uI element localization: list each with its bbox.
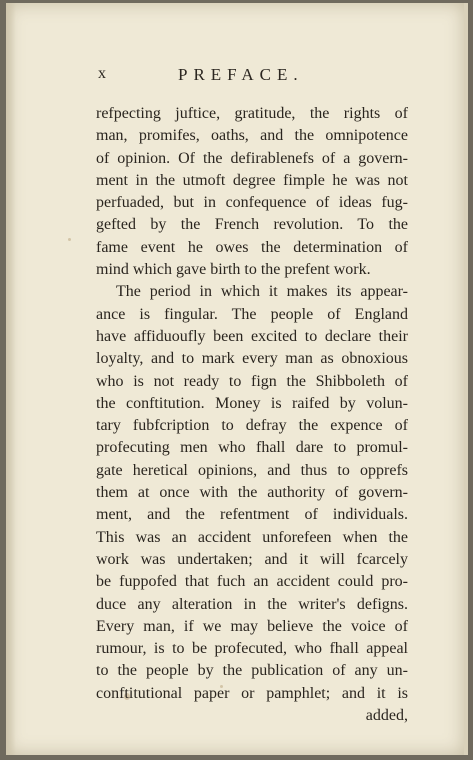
text-line: ment, and the refentment of individuals. — [96, 506, 408, 524]
body-text — [96, 103, 408, 727]
text-line: The period in which it makes its appear- — [116, 283, 408, 301]
running-head: PREFACE. — [178, 65, 304, 84]
text-line: ment in the utmoft degree fimple he was not — [96, 171, 408, 189]
text-line: man, promifes, oaths, and the omnipotence — [96, 127, 408, 145]
book-page — [6, 3, 468, 755]
foxing-spot — [68, 238, 71, 241]
text-line: tary fubfcription to defray the expence of — [96, 417, 408, 435]
text-line: of opinion. Of the defirablenefs of a govern- — [96, 149, 408, 167]
page-gutter-shadow — [6, 3, 16, 755]
text-line: fame event he owes the determination of — [96, 238, 408, 256]
page-number: x — [98, 65, 107, 82]
text-line: gefted by the French revolution. To the — [96, 216, 408, 234]
text-line: have affiduoufly been excited to declare their — [96, 327, 408, 345]
text-line: profecuting men who fhall dare to promul- — [96, 439, 408, 457]
text-line: Every man, if we may believe the voice of — [96, 617, 408, 635]
text-line: loyalty, and to mark every man as obnoxious — [96, 350, 408, 368]
text-line: gate heretical opinions, and thus to opprefs — [96, 461, 408, 479]
text-line: be fuppofed that fuch an accident could pro- — [96, 573, 408, 591]
text-line: them at once with the authority of govern- — [96, 484, 408, 502]
text-line: duce any alteration in the writer's defigns. — [96, 595, 408, 613]
text-line: mind which gave birth to the prefent work. — [96, 261, 371, 279]
text-line: This was an accident unforefeen when the — [96, 528, 408, 546]
page-header — [98, 65, 418, 89]
text-line: conftitutional paper or pamphlet; and it is — [96, 684, 408, 702]
text-line: to the people by the publication of any un- — [96, 662, 408, 680]
text-line: refpecting juftice, gratitude, the rights of — [96, 105, 408, 122]
text-line: work was undertaken; and it will fcarcely — [96, 550, 408, 568]
text-line: the conftitution. Money is raifed by volun- — [96, 394, 408, 412]
text-line: rumour, is to be profecuted, who fhall appeal — [96, 640, 408, 658]
text-line: ance is fingular. The people of England — [96, 305, 408, 323]
catchword: added, — [365, 707, 408, 725]
text-line: perfuaded, but in confequence of ideas fug- — [96, 194, 408, 212]
text-line: who is not ready to fign the Shibboleth of — [96, 372, 408, 390]
